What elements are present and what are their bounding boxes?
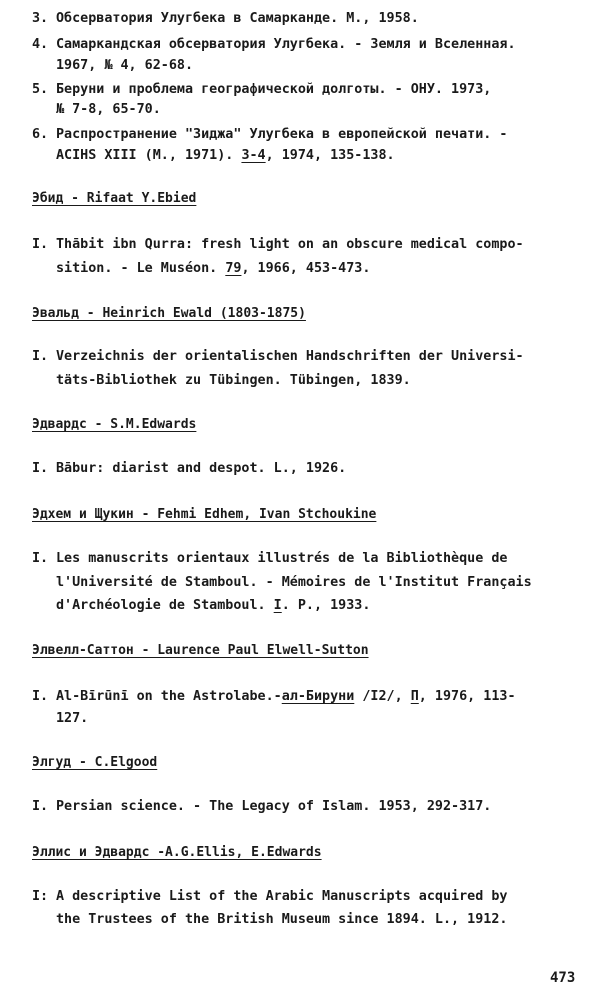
author-heading: Элгуд - C.Elgood [32,755,158,770]
author-heading: Эбид - Rifaat Y.Ebied [32,191,197,206]
author-heading: Эдхем и Щукин - Fehmi Edhem, Ivan Stchoukine [32,507,377,522]
page-number: 473 [550,970,576,986]
author-heading: Эдвардс - S.M.Edwards [32,417,197,432]
author-heading: Эллис и Эдвардс -A.G.Ellis, E.Edwards [32,845,322,860]
document-page: 3. Обсерватория Улугбека в Самарканде. М., 1958. 4. Самаркандская обсерватория Улугбека. - Земля и Вселенная. 1967, № 4, 62-68. 5. Беруни и проблема географической долготы. - ОНУ. 1973, № 7-8, 65-70. 6. Распространение "Зиджа" Улугбека в европейской печати. - ACIHS XIII (М., 1971). 3-4, 1974, 135-138. Эбид - Rifaat Y.Ebied I. Thābit ibn Qurra: fresh light on an obscure medical compo- sition. - Le Muséon. 79, 1966, 453-473. Эвальд - Heinrich Ewald (1803-1875) I. Verzeichnis der orientalischen Handschriften der Universi- täts-Bibliothek zu Tübingen. Tübingen, 1839. Эдвардс - S.M.Edwards I. Bābur: diarist and despot. L., 1926. Эдхем и Щукин - Fehmi Edhem, Ivan Stchoukine I. Les manuscrits orientaux illustrés de la Bibliothèque de l'Université de Stamboul. - Mémoires de l'Institut Français d'Archéologie de Stamboul. I. P., 1933. Элвелл-Саттон - Laurence Paul Elwell-Sutton I. Al-Bīrūnī on the Astrolabe.-ал-Бируни /I2/, П, 1976, 113- 127. Элгуд - C.Elgood I. Persian science. - The Legacy of Islam. 1953, 292-317. Эллис и Эдвардс -A.G.Ellis, E.Edwards I: A descriptive List of the Arabic Manuscripts acquired by the Trustees of the British Museum since 1894. L., 1912. 473 [32,11,576,986]
author-heading: Эвальд - Heinrich Ewald (1803-1875) [32,306,306,321]
author-heading: Элвелл-Саттон - Laurence Paul Elwell-Sutton [32,643,369,658]
